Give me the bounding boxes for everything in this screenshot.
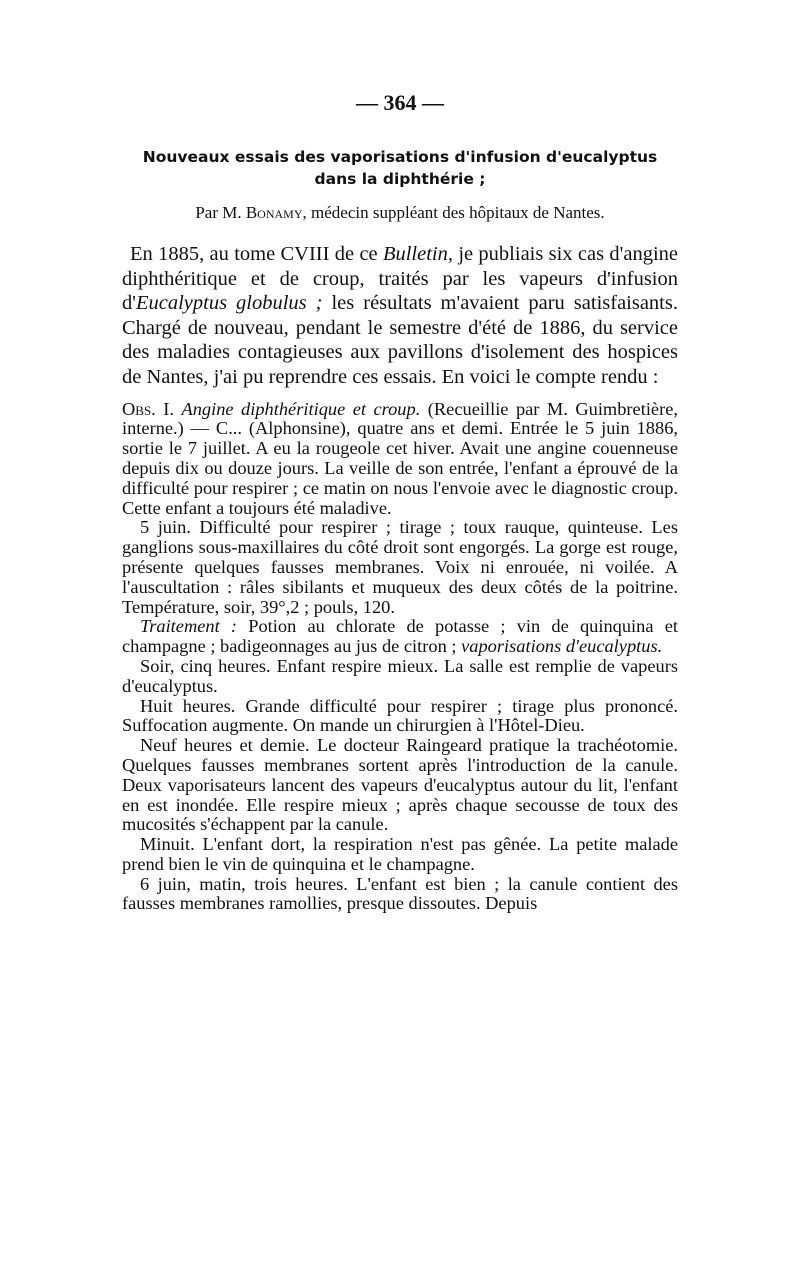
observation-text: (Recueillie par M. Guimbretière, interne.) — C... (Alphonsine), quatre ans et demi. Entrée le 5 juin 1886, sortie le 7 juillet. A eu la rougeole cet hiver. Avait une angine couenneuse depuis dix ou douze jours. La veille de son entrée, l'enfant a éprouvé de la difficulté pour respirer ; ce matin on nous l'envoie avec le diagnostic croup. Cette enfant a toujours été maladive. xyxy=(122,398,678,518)
author-name: Bonamy xyxy=(245,203,303,222)
treatment-text: Potion au chlorate de potasse ; vin de quinquina et champagne ; badigeonnages au jus de citron ; xyxy=(122,616,678,657)
observation-label: Obs. I. xyxy=(122,398,174,419)
observation-section xyxy=(122,400,678,915)
species-name: Eucalyptus globulus ; xyxy=(135,292,323,315)
treatment-label: Traitement : xyxy=(140,616,238,637)
journal-name: Bulletin, xyxy=(382,243,453,265)
observation-paragraph: Huit heures. Grande difficulté pour respirer ; tirage plus prononcé. Suffocation augmente. On mande un chirurgien à l'Hôtel-Dieu. xyxy=(122,695,678,736)
byline-prefix: Par M. xyxy=(195,203,246,222)
observation-paragraph: 5 juin. Difficulté pour respirer ; tirage ; toux rauque, quinteuse. Les ganglions sous-maxillaires du côté droit sont engorgés. La gorge est rouge, présente quelques fausses membranes. Voix ni enrouée, ni voilée. A l'auscultation : râles sibilants et muqueux des deux côtés de la poitrine. Température, soir, 39°,2 ; pouls, 120. xyxy=(122,517,678,617)
intro-paragraph xyxy=(122,242,678,390)
intro-text-a: En 1885, au tome CVIII de ce xyxy=(130,243,383,265)
intro-text-e: les résultats m'avaient paru satisfaisants. Chargé de nouveau, pendant le semestre d'été de 1886, du service des maladies contagieuses aux pavillons d'isolement des hospices de Nantes, j'ai pu reprendre ces essais. En voici le compte rendu : xyxy=(122,292,678,388)
observation-paragraph: Minuit. L'enfant dort, la respiration n'est pas gênée. La petite malade prend bien le vin de quinquina et le champagne. xyxy=(122,834,678,874)
treatment-italic: vaporisations d'eucalyptus. xyxy=(461,636,663,657)
byline xyxy=(122,202,678,224)
observation-paragraph: Neuf heures et demie. Le docteur Raingeard pratique la trachéotomie. Quelques fausses membranes sortent après l'introduction de la canule. Deux vaporisateurs lancent des vapeurs d'eucalyptus autour du lit, l'enfant en est inondée. Elle respire mieux ; après chaque secousse de toux des mucosités s'échappent par la canule. xyxy=(122,735,678,835)
treatment-paragraph xyxy=(122,617,678,657)
observation-heading-paragraph xyxy=(122,400,678,519)
observation-paragraph: 6 juin, matin, trois heures. L'enfant est bien ; la canule contient des fausses membranes ramollies, presque dissoutes. Depuis xyxy=(122,873,678,914)
observation-title: Angine diphthéritique et croup. xyxy=(181,398,421,419)
observation-paragraph: Soir, cinq heures. Enfant respire mieux. La salle est remplie de vapeurs d'eucalyptus. xyxy=(122,655,678,696)
intro-section xyxy=(122,242,678,390)
article-title: Nouveaux essais des vaporisations d'infusion d'eucalyptus dans la diphthérie ; xyxy=(142,148,658,188)
book-page xyxy=(122,88,678,1248)
byline-suffix: , médecin suppléant des hôpitaux de Nantes. xyxy=(302,203,605,222)
page-number: — 364 — xyxy=(356,90,444,115)
intro-text-c: je publiais six cas d'angine diphthéritique et de croup, traités par les vapeurs d'infusion d' xyxy=(122,243,678,315)
